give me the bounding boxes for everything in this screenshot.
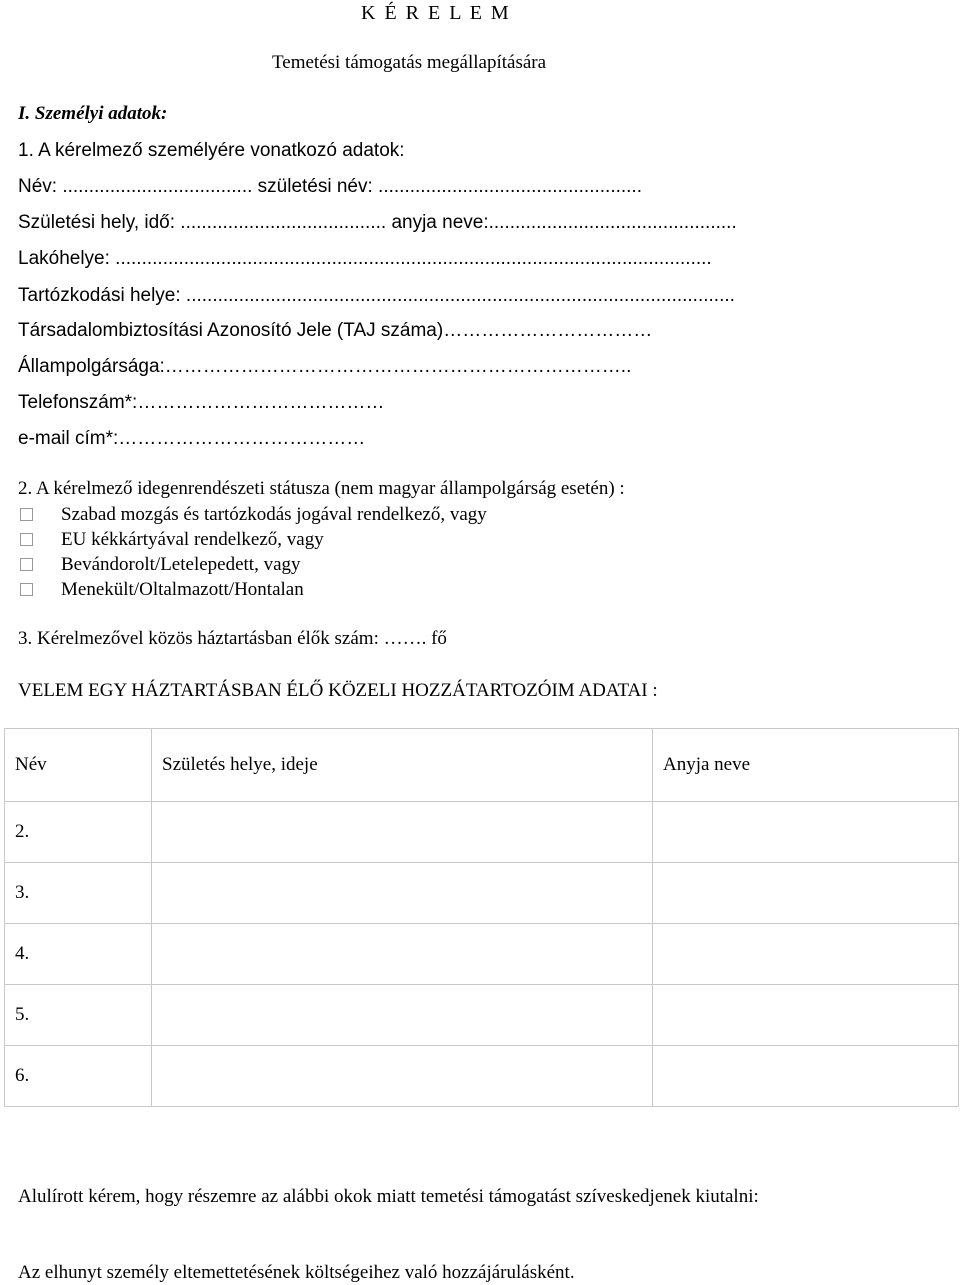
header-name: Név (5, 729, 152, 802)
cell-birth[interactable] (152, 924, 653, 985)
subsection-immigration-status: 2. A kérelmező idegenrendészeti státusza (nem magyar állampolgárság esetén) : (18, 478, 625, 499)
checkbox[interactable] (20, 533, 33, 546)
household-members-heading: VELEM EGY HÁZTARTÁSBAN ÉLŐ KÖZELI HOZZÁTARTOZÓIM ADATAI : (18, 680, 658, 701)
checkbox[interactable] (20, 558, 33, 571)
field-name-line[interactable]: Név: .................................... születési név: .................................................. (18, 176, 642, 197)
status-option-label: Menekült/Oltalmazott/Hontalan (61, 579, 304, 600)
field-taj-line[interactable]: Társadalombiztosítási Azonosító Jele (TAJ száma)…………………………… (18, 320, 653, 341)
table-row (5, 985, 959, 1046)
cell-mother-name[interactable] (653, 863, 959, 924)
table-header-row (5, 729, 959, 802)
row-number: 5. (5, 985, 152, 1046)
status-option-label: EU kékkártyával rendelkező, vagy (61, 529, 324, 550)
cell-birth[interactable] (152, 802, 653, 863)
field-stay-line[interactable]: Tartózkodási helye: ........................................................................................................ (18, 285, 735, 306)
form-subtitle: Temetési támogatás megállapítására (272, 52, 547, 73)
cell-birth[interactable] (152, 1046, 653, 1107)
request-reason: Az elhunyt személy eltemettetésének költségeihez való hozzájárulásként. (18, 1262, 575, 1283)
cell-mother-name[interactable] (653, 924, 959, 985)
cell-mother-name[interactable] (653, 1046, 959, 1107)
form-title: K É R E L E M (361, 2, 511, 24)
status-option-refugee[interactable] (20, 579, 304, 601)
row-number: 4. (5, 924, 152, 985)
status-option-eu-blue-card[interactable] (20, 529, 324, 551)
table-row (5, 1046, 959, 1107)
field-birth-line[interactable]: Születési hely, idő: ....................................... anyja neve:............................................... (18, 212, 737, 233)
cell-birth[interactable] (152, 985, 653, 1046)
field-citizenship-line[interactable]: Állampolgársága:……………………………………………………………….. (18, 356, 632, 377)
request-paragraph: Alulírott kérem, hogy részemre az alábbi okok miatt temetési támogatást szíveskedjenek kiutalni: (18, 1186, 759, 1207)
section-heading-personal-data: I. Személyi adatok: (18, 103, 168, 124)
table-row (5, 924, 959, 985)
cell-mother-name[interactable] (653, 802, 959, 863)
checkbox[interactable] (20, 583, 33, 596)
table-row (5, 802, 959, 863)
field-residence-line[interactable]: Lakóhelye: ................................................................................................................. (18, 248, 712, 269)
cell-birth[interactable] (152, 863, 653, 924)
status-option-label: Bevándorolt/Letelepedett, vagy (61, 554, 301, 575)
status-option-free-movement[interactable] (20, 504, 487, 526)
row-number: 3. (5, 863, 152, 924)
table-row (5, 863, 959, 924)
subsection-applicant-data: 1. A kérelmező személyére vonatkozó adatok: (18, 140, 405, 161)
header-birth: Születés helye, ideje (152, 729, 653, 802)
cell-mother-name[interactable] (653, 985, 959, 1046)
status-option-immigrant[interactable] (20, 554, 301, 576)
subsection-household-count[interactable]: 3. Kérelmezővel közös háztartásban élők szám: ……. fő (18, 628, 447, 649)
header-mother-name: Anyja neve (653, 729, 959, 802)
row-number: 2. (5, 802, 152, 863)
row-number: 6. (5, 1046, 152, 1107)
field-email-line[interactable]: e-mail cím*:………………………………… (18, 428, 366, 449)
field-phone-line[interactable]: Telefonszám*:………………………………… (18, 392, 385, 413)
household-members-table (4, 728, 959, 1107)
status-option-label: Szabad mozgás és tartózkodás jogával rendelkező, vagy (61, 504, 487, 525)
checkbox[interactable] (20, 508, 33, 521)
